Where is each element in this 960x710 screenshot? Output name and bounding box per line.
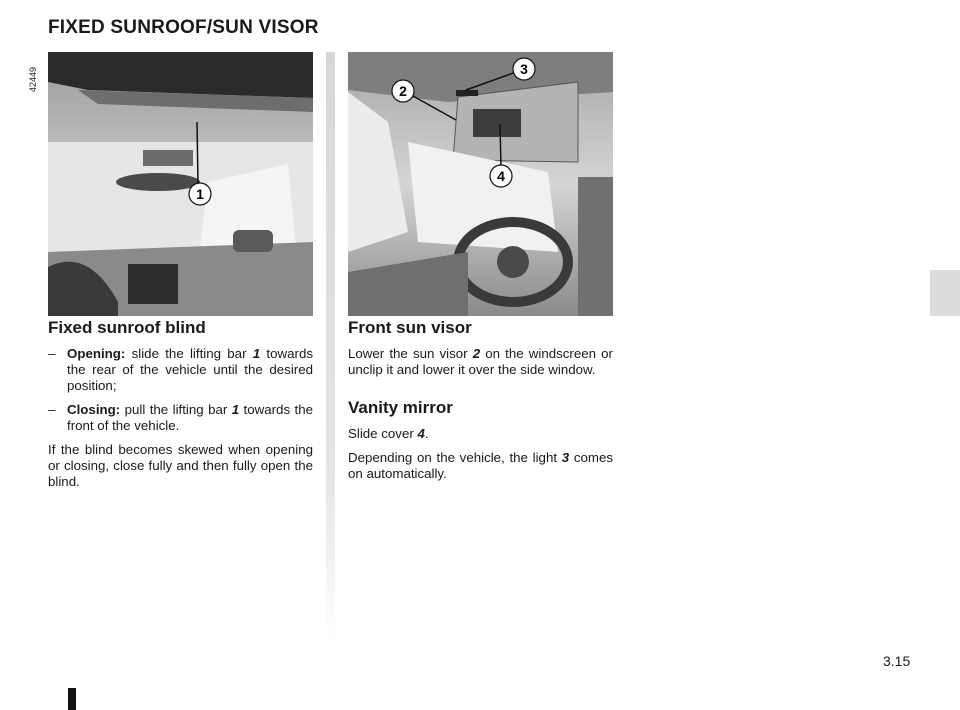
ref-number: 3 — [561, 450, 570, 465]
bullet-text — [67, 402, 313, 434]
text-pre: Lower the sun visor — [348, 346, 473, 361]
bullet-dash: – — [48, 402, 56, 417]
bullet-closing — [48, 402, 313, 434]
callout-3: 3 — [520, 61, 528, 77]
section-heading-sunroof-blind: Fixed sunroof blind — [48, 318, 206, 337]
bullet-dash: – — [48, 346, 56, 361]
page-marker-bar — [68, 688, 76, 710]
ref-number: 1 — [231, 402, 240, 417]
section-heading-vanity-mirror: Vanity mirror — [348, 398, 453, 417]
bullet-opening — [48, 346, 313, 394]
page-number: 3.15 — [883, 653, 911, 669]
bullet-text-post: towards the rear of the vehicle until the desired position; — [67, 346, 313, 393]
section-heading-front-sun-visor: Front sun visor — [348, 318, 472, 337]
front-visor-paragraph — [348, 346, 613, 378]
bullet-text-post: towards the front of the vehicle. — [67, 402, 313, 433]
text-pre: Depending on the vehicle, the light — [348, 450, 562, 465]
page-title: FIXED SUNROOF/SUN VISOR — [48, 17, 319, 38]
bullet-text-pre: pull the lifting bar — [120, 402, 232, 417]
text-post: . — [424, 426, 429, 441]
text-pre: Slide cover — [348, 426, 418, 441]
left-column — [48, 320, 313, 498]
sunroof-photo — [48, 52, 313, 316]
bullet-text-pre: slide the lifting bar — [125, 346, 253, 361]
column-divider — [326, 52, 335, 642]
sun-visor-photo — [348, 52, 613, 316]
callout-4: 4 — [497, 168, 505, 184]
figure-code-left: 42449 — [28, 66, 38, 92]
vanity-light-paragraph — [348, 450, 613, 482]
callout-1: 1 — [196, 186, 204, 202]
bullet-text — [67, 346, 313, 394]
ref-number: 2 — [472, 346, 481, 361]
text-post: comes on automatically. — [348, 450, 613, 481]
vanity-cover-paragraph — [348, 426, 613, 442]
chapter-thumb-tab — [930, 270, 960, 316]
bullet-label: Closing: — [67, 402, 121, 417]
bullet-label: Opening: — [67, 346, 126, 361]
ref-number: 1 — [252, 346, 261, 361]
text-post: on the windscreen or unclip it and lower it over the side window. — [348, 346, 613, 377]
callout-2: 2 — [399, 83, 407, 99]
right-column — [348, 320, 613, 490]
ref-number: 4 — [417, 426, 425, 441]
skewed-blind-paragraph: If the blind becomes skewed when opening or closing, close fully and then fully open the blind. — [48, 442, 313, 489]
